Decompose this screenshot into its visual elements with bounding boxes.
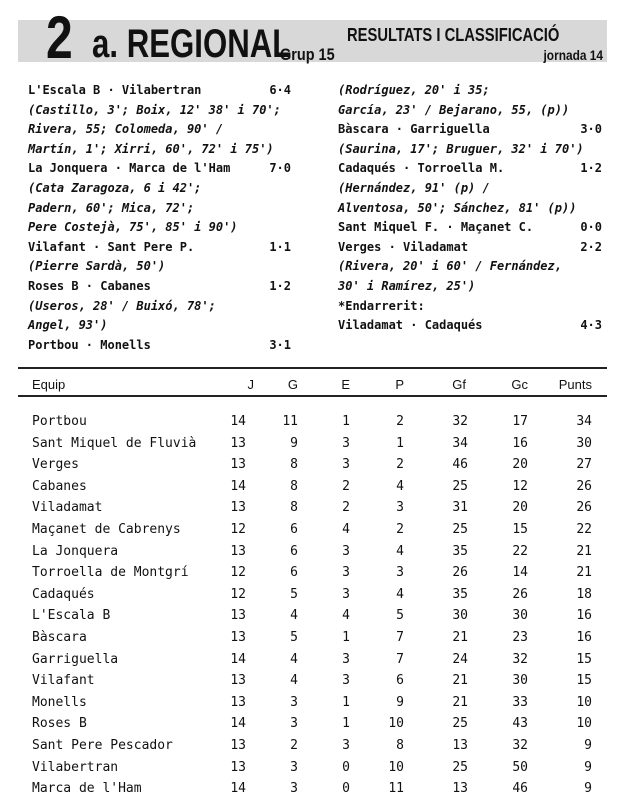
played-cell: 13 bbox=[230, 759, 246, 775]
goals-for-cell: 35 bbox=[452, 543, 468, 559]
goals-for-cell: 30 bbox=[452, 608, 468, 624]
result-detail bbox=[28, 199, 291, 219]
drawn-cell: 3 bbox=[342, 673, 350, 689]
result-text: Portbou · Monells bbox=[28, 337, 151, 352]
won-cell: 5 bbox=[290, 586, 298, 602]
drawn-cell: 2 bbox=[342, 478, 350, 494]
played-cell: 12 bbox=[230, 586, 246, 602]
goals-for-cell: 24 bbox=[452, 651, 468, 667]
match-score: 4·3 bbox=[580, 318, 602, 333]
points-cell: 15 bbox=[576, 651, 592, 667]
won-cell: 8 bbox=[290, 457, 298, 473]
lost-cell: 8 bbox=[396, 737, 404, 753]
lost-cell: 5 bbox=[396, 608, 404, 624]
team-name-cell: Viladamat bbox=[32, 500, 103, 516]
results-right-column bbox=[338, 81, 602, 336]
team-name-cell: Sant Pere Pescador bbox=[32, 737, 173, 753]
points-cell: 21 bbox=[576, 565, 592, 581]
drawn-cell: 1 bbox=[342, 716, 350, 732]
played-cell: 14 bbox=[230, 651, 246, 667]
goals-against-cell: 32 bbox=[512, 737, 528, 753]
result-text: Viladamat · Cadaqués bbox=[338, 318, 483, 333]
match-result bbox=[28, 336, 291, 356]
points-cell: 9 bbox=[584, 737, 592, 753]
lost-cell: 10 bbox=[388, 716, 404, 732]
header-team: Equip bbox=[32, 377, 66, 392]
played-cell: 13 bbox=[230, 673, 246, 689]
drawn-cell: 3 bbox=[342, 565, 350, 581]
lost-cell: 7 bbox=[396, 629, 404, 645]
header-goals-against: Gc bbox=[511, 377, 528, 392]
won-cell: 8 bbox=[290, 500, 298, 516]
goals-for-cell: 25 bbox=[452, 521, 468, 537]
won-cell: 11 bbox=[282, 414, 298, 429]
result-text: Alventosa, 50'; Sánchez, 81' (p)) bbox=[338, 200, 577, 215]
result-detail bbox=[338, 257, 602, 277]
won-cell: 6 bbox=[290, 543, 298, 559]
goals-against-cell: 20 bbox=[512, 457, 528, 473]
result-text: Angel, 93') bbox=[28, 318, 108, 333]
goals-for-cell: 21 bbox=[452, 673, 468, 689]
points-cell: 9 bbox=[584, 781, 592, 797]
goals-against-cell: 30 bbox=[512, 608, 528, 624]
result-text: Vilafant · Sant Pere P. bbox=[28, 239, 195, 254]
group-label: Grup 15 bbox=[280, 45, 335, 64]
match-score: 7·0 bbox=[269, 161, 291, 176]
table-row bbox=[0, 627, 635, 649]
table-header-rule bbox=[18, 395, 607, 397]
team-name-cell: Torroella de Montgrí bbox=[32, 565, 189, 581]
won-cell: 3 bbox=[290, 694, 298, 710]
team-name-cell: Roses B bbox=[32, 716, 87, 732]
division-number: 2 bbox=[46, 4, 72, 71]
points-cell: 18 bbox=[576, 586, 592, 602]
won-cell: 3 bbox=[290, 781, 298, 797]
match-score: 0·0 bbox=[580, 220, 602, 235]
lost-cell: 2 bbox=[396, 521, 404, 537]
won-cell: 6 bbox=[290, 521, 298, 537]
won-cell: 2 bbox=[290, 737, 298, 753]
goals-against-cell: 15 bbox=[512, 521, 528, 537]
result-detail bbox=[28, 218, 291, 238]
drawn-cell: 4 bbox=[342, 521, 350, 537]
result-text: (Rodríguez, 20' i 35; bbox=[338, 83, 490, 97]
goals-for-cell: 34 bbox=[452, 435, 468, 451]
goals-for-cell: 13 bbox=[452, 737, 468, 753]
points-cell: 10 bbox=[576, 694, 592, 710]
result-text: L'Escala B · Vilabertran bbox=[28, 83, 202, 97]
result-text: (Pierre Sardà, 50') bbox=[28, 259, 166, 274]
team-name-cell: Sant Miquel de Fluvià bbox=[32, 435, 197, 451]
result-detail bbox=[338, 81, 602, 101]
match-result bbox=[28, 238, 291, 258]
header-goals-for: Gf bbox=[452, 377, 466, 392]
table-row bbox=[0, 713, 635, 735]
goals-for-cell: 21 bbox=[452, 629, 468, 645]
result-text: Pere Costejà, 75', 85' i 90') bbox=[28, 220, 238, 235]
lost-cell: 10 bbox=[388, 759, 404, 775]
drawn-cell: 3 bbox=[342, 737, 350, 753]
won-cell: 9 bbox=[290, 435, 298, 451]
match-score: 6·4 bbox=[269, 83, 291, 97]
played-cell: 13 bbox=[230, 737, 246, 753]
drawn-cell: 0 bbox=[342, 759, 350, 775]
table-row bbox=[0, 541, 635, 563]
drawn-cell: 0 bbox=[342, 781, 350, 797]
played-cell: 13 bbox=[230, 543, 246, 559]
drawn-cell: 4 bbox=[342, 608, 350, 624]
goals-against-cell: 46 bbox=[512, 781, 528, 797]
lost-cell: 3 bbox=[396, 565, 404, 581]
team-name-cell: Garriguella bbox=[32, 651, 119, 667]
points-cell: 10 bbox=[576, 716, 592, 732]
table-row bbox=[0, 735, 635, 757]
result-detail bbox=[338, 140, 602, 160]
goals-for-cell: 21 bbox=[452, 694, 468, 710]
result-detail bbox=[338, 277, 602, 297]
table-row bbox=[0, 562, 635, 584]
played-cell: 13 bbox=[230, 629, 246, 645]
goals-against-cell: 16 bbox=[512, 435, 528, 451]
team-name-cell: Marca de l'Ham bbox=[32, 781, 142, 797]
lost-cell: 11 bbox=[388, 781, 404, 797]
header-played: J bbox=[247, 377, 254, 392]
result-text: Rivera, 55; Colomeda, 90' / bbox=[28, 122, 224, 137]
result-text: Bàscara · Garriguella bbox=[338, 122, 490, 137]
team-name-cell: Cadaqués bbox=[32, 586, 95, 602]
played-cell: 12 bbox=[230, 565, 246, 581]
team-name-cell: L'Escala B bbox=[32, 608, 111, 624]
lost-cell: 7 bbox=[396, 651, 404, 667]
table-row bbox=[0, 476, 635, 498]
result-text: (Castillo, 3'; Boix, 12' 38' i 70'; bbox=[28, 102, 281, 117]
result-text: (Cata Zaragoza, 6 i 42'; bbox=[28, 180, 202, 195]
points-cell: 30 bbox=[576, 435, 592, 451]
result-detail bbox=[28, 297, 291, 317]
match-result bbox=[338, 238, 602, 258]
points-cell: 21 bbox=[576, 543, 592, 559]
division-title: a. REGIONAL bbox=[92, 22, 292, 66]
won-cell: 4 bbox=[290, 673, 298, 689]
match-score: 2·2 bbox=[580, 239, 602, 254]
played-cell: 13 bbox=[230, 694, 246, 710]
result-detail bbox=[28, 101, 291, 121]
table-row bbox=[0, 692, 635, 714]
result-detail bbox=[28, 120, 291, 140]
table-top-rule bbox=[18, 367, 607, 369]
goals-for-cell: 31 bbox=[452, 500, 468, 516]
played-cell: 13 bbox=[230, 457, 246, 473]
team-name-cell: Bàscara bbox=[32, 629, 87, 645]
played-cell: 13 bbox=[230, 608, 246, 624]
team-name-cell: Cabanes bbox=[32, 478, 87, 494]
result-text: Cadaqués · Torroella M. bbox=[338, 161, 505, 176]
result-text: *Endarrerit: bbox=[338, 298, 425, 313]
lost-cell: 4 bbox=[396, 478, 404, 494]
result-text: García, 23' / Bejarano, 55, (p)) bbox=[338, 102, 570, 117]
played-cell: 13 bbox=[230, 500, 246, 516]
lost-cell: 1 bbox=[396, 435, 404, 451]
match-result bbox=[28, 159, 291, 179]
drawn-cell: 3 bbox=[342, 586, 350, 602]
standings-table bbox=[0, 411, 635, 800]
goals-against-cell: 14 bbox=[512, 565, 528, 581]
points-cell: 15 bbox=[576, 673, 592, 689]
points-cell: 9 bbox=[584, 759, 592, 775]
goals-against-cell: 33 bbox=[512, 694, 528, 710]
table-row bbox=[0, 670, 635, 692]
lost-cell: 9 bbox=[396, 694, 404, 710]
table-row bbox=[0, 497, 635, 519]
match-score: 1·2 bbox=[269, 278, 291, 293]
drawn-cell: 2 bbox=[342, 500, 350, 516]
header-drawn: E bbox=[341, 377, 350, 392]
team-name-cell: La Jonquera bbox=[32, 543, 119, 559]
lost-cell: 4 bbox=[396, 586, 404, 602]
played-cell: 14 bbox=[230, 414, 246, 429]
lost-cell: 4 bbox=[396, 543, 404, 559]
table-row bbox=[0, 433, 635, 455]
goals-against-cell: 32 bbox=[512, 651, 528, 667]
team-name-cell: Monells bbox=[32, 694, 87, 710]
team-name-cell: Vilabertran bbox=[32, 759, 119, 775]
goals-against-cell: 23 bbox=[512, 629, 528, 645]
goals-against-cell: 50 bbox=[512, 759, 528, 775]
match-result bbox=[28, 277, 291, 297]
result-text: (Saurina, 17'; Bruguer, 32' i 70') bbox=[338, 141, 584, 156]
header-points: Punts bbox=[558, 377, 592, 392]
lost-cell: 2 bbox=[396, 457, 404, 473]
table-row bbox=[0, 757, 635, 779]
points-cell: 16 bbox=[576, 629, 592, 645]
result-detail bbox=[338, 101, 602, 121]
drawn-cell: 1 bbox=[342, 694, 350, 710]
result-text: Roses B · Cabanes bbox=[28, 278, 151, 293]
points-cell: 26 bbox=[576, 500, 592, 516]
won-cell: 4 bbox=[290, 651, 298, 667]
header-lost: P bbox=[395, 377, 404, 392]
won-cell: 5 bbox=[290, 629, 298, 645]
lost-cell: 2 bbox=[396, 414, 404, 429]
drawn-cell: 1 bbox=[342, 629, 350, 645]
won-cell: 4 bbox=[290, 608, 298, 624]
match-score: 1·2 bbox=[580, 161, 602, 176]
result-text: Sant Miquel F. · Maçanet C. bbox=[338, 220, 534, 235]
table-row bbox=[0, 411, 635, 433]
goals-against-cell: 26 bbox=[512, 586, 528, 602]
result-text: La Jonquera · Marca de l'Ham bbox=[28, 161, 231, 176]
goals-for-cell: 13 bbox=[452, 781, 468, 797]
goals-for-cell: 25 bbox=[452, 478, 468, 494]
drawn-cell: 3 bbox=[342, 543, 350, 559]
points-cell: 26 bbox=[576, 478, 592, 494]
drawn-cell: 1 bbox=[342, 414, 350, 429]
results-left-column bbox=[28, 81, 291, 355]
match-result bbox=[28, 81, 291, 101]
result-detail bbox=[338, 297, 602, 317]
result-detail bbox=[28, 179, 291, 199]
goals-for-cell: 25 bbox=[452, 759, 468, 775]
result-text: (Rivera, 20' i 60' / Fernández, bbox=[338, 259, 562, 274]
result-detail bbox=[338, 179, 602, 199]
points-cell: 22 bbox=[576, 521, 592, 537]
header-won: G bbox=[287, 377, 298, 392]
match-result bbox=[338, 120, 602, 140]
drawn-cell: 3 bbox=[342, 435, 350, 451]
played-cell: 14 bbox=[230, 716, 246, 732]
won-cell: 3 bbox=[290, 759, 298, 775]
played-cell: 14 bbox=[230, 478, 246, 494]
goals-for-cell: 26 bbox=[452, 565, 468, 581]
result-detail bbox=[28, 257, 291, 277]
match-result bbox=[338, 159, 602, 179]
won-cell: 8 bbox=[290, 478, 298, 494]
match-score: 1·1 bbox=[269, 239, 291, 254]
goals-against-cell: 30 bbox=[512, 673, 528, 689]
match-result bbox=[338, 316, 602, 336]
points-cell: 34 bbox=[576, 414, 592, 429]
team-name-cell: Portbou bbox=[32, 414, 87, 429]
goals-against-cell: 20 bbox=[512, 500, 528, 516]
goals-against-cell: 22 bbox=[512, 543, 528, 559]
team-name-cell: Verges bbox=[32, 457, 79, 473]
match-score: 3·0 bbox=[580, 122, 602, 137]
table-row bbox=[0, 649, 635, 671]
result-text: Padern, 60'; Mica, 72'; bbox=[28, 200, 195, 215]
lost-cell: 6 bbox=[396, 673, 404, 689]
played-cell: 14 bbox=[230, 781, 246, 797]
points-cell: 16 bbox=[576, 608, 592, 624]
table-row bbox=[0, 605, 635, 627]
drawn-cell: 3 bbox=[342, 651, 350, 667]
table-row bbox=[0, 584, 635, 606]
result-detail bbox=[338, 199, 602, 219]
goals-for-cell: 25 bbox=[452, 716, 468, 732]
won-cell: 6 bbox=[290, 565, 298, 581]
won-cell: 3 bbox=[290, 716, 298, 732]
result-detail bbox=[28, 140, 291, 160]
result-text: Verges · Viladamat bbox=[338, 239, 469, 254]
match-score: 3·1 bbox=[269, 337, 291, 352]
drawn-cell: 3 bbox=[342, 457, 350, 473]
goals-for-cell: 35 bbox=[452, 586, 468, 602]
result-text: 30' i Ramírez, 25') bbox=[338, 278, 476, 293]
goals-for-cell: 32 bbox=[452, 414, 468, 429]
result-text: Martín, 1'; Xirri, 60', 72' i 75') bbox=[28, 141, 274, 156]
played-cell: 12 bbox=[230, 521, 246, 537]
table-row bbox=[0, 778, 635, 800]
lost-cell: 3 bbox=[396, 500, 404, 516]
match-result bbox=[338, 218, 602, 238]
points-cell: 27 bbox=[576, 457, 592, 473]
played-cell: 13 bbox=[230, 435, 246, 451]
goals-against-cell: 43 bbox=[512, 716, 528, 732]
table-row bbox=[0, 519, 635, 541]
team-name-cell: Vilafant bbox=[32, 673, 95, 689]
result-text: (Useros, 28' / Buixó, 78'; bbox=[28, 298, 216, 313]
table-row bbox=[0, 454, 635, 476]
goals-against-cell: 12 bbox=[512, 478, 528, 494]
goals-for-cell: 46 bbox=[452, 457, 468, 473]
round-label: jornada 14 bbox=[543, 47, 603, 63]
result-text: (Hernández, 91' (p) / bbox=[338, 180, 490, 195]
section-title: RESULTATS I CLASSIFICACIÓ bbox=[347, 25, 560, 45]
result-detail bbox=[28, 316, 291, 336]
team-name-cell: Maçanet de Cabrenys bbox=[32, 521, 181, 537]
goals-against-cell: 17 bbox=[512, 414, 528, 429]
